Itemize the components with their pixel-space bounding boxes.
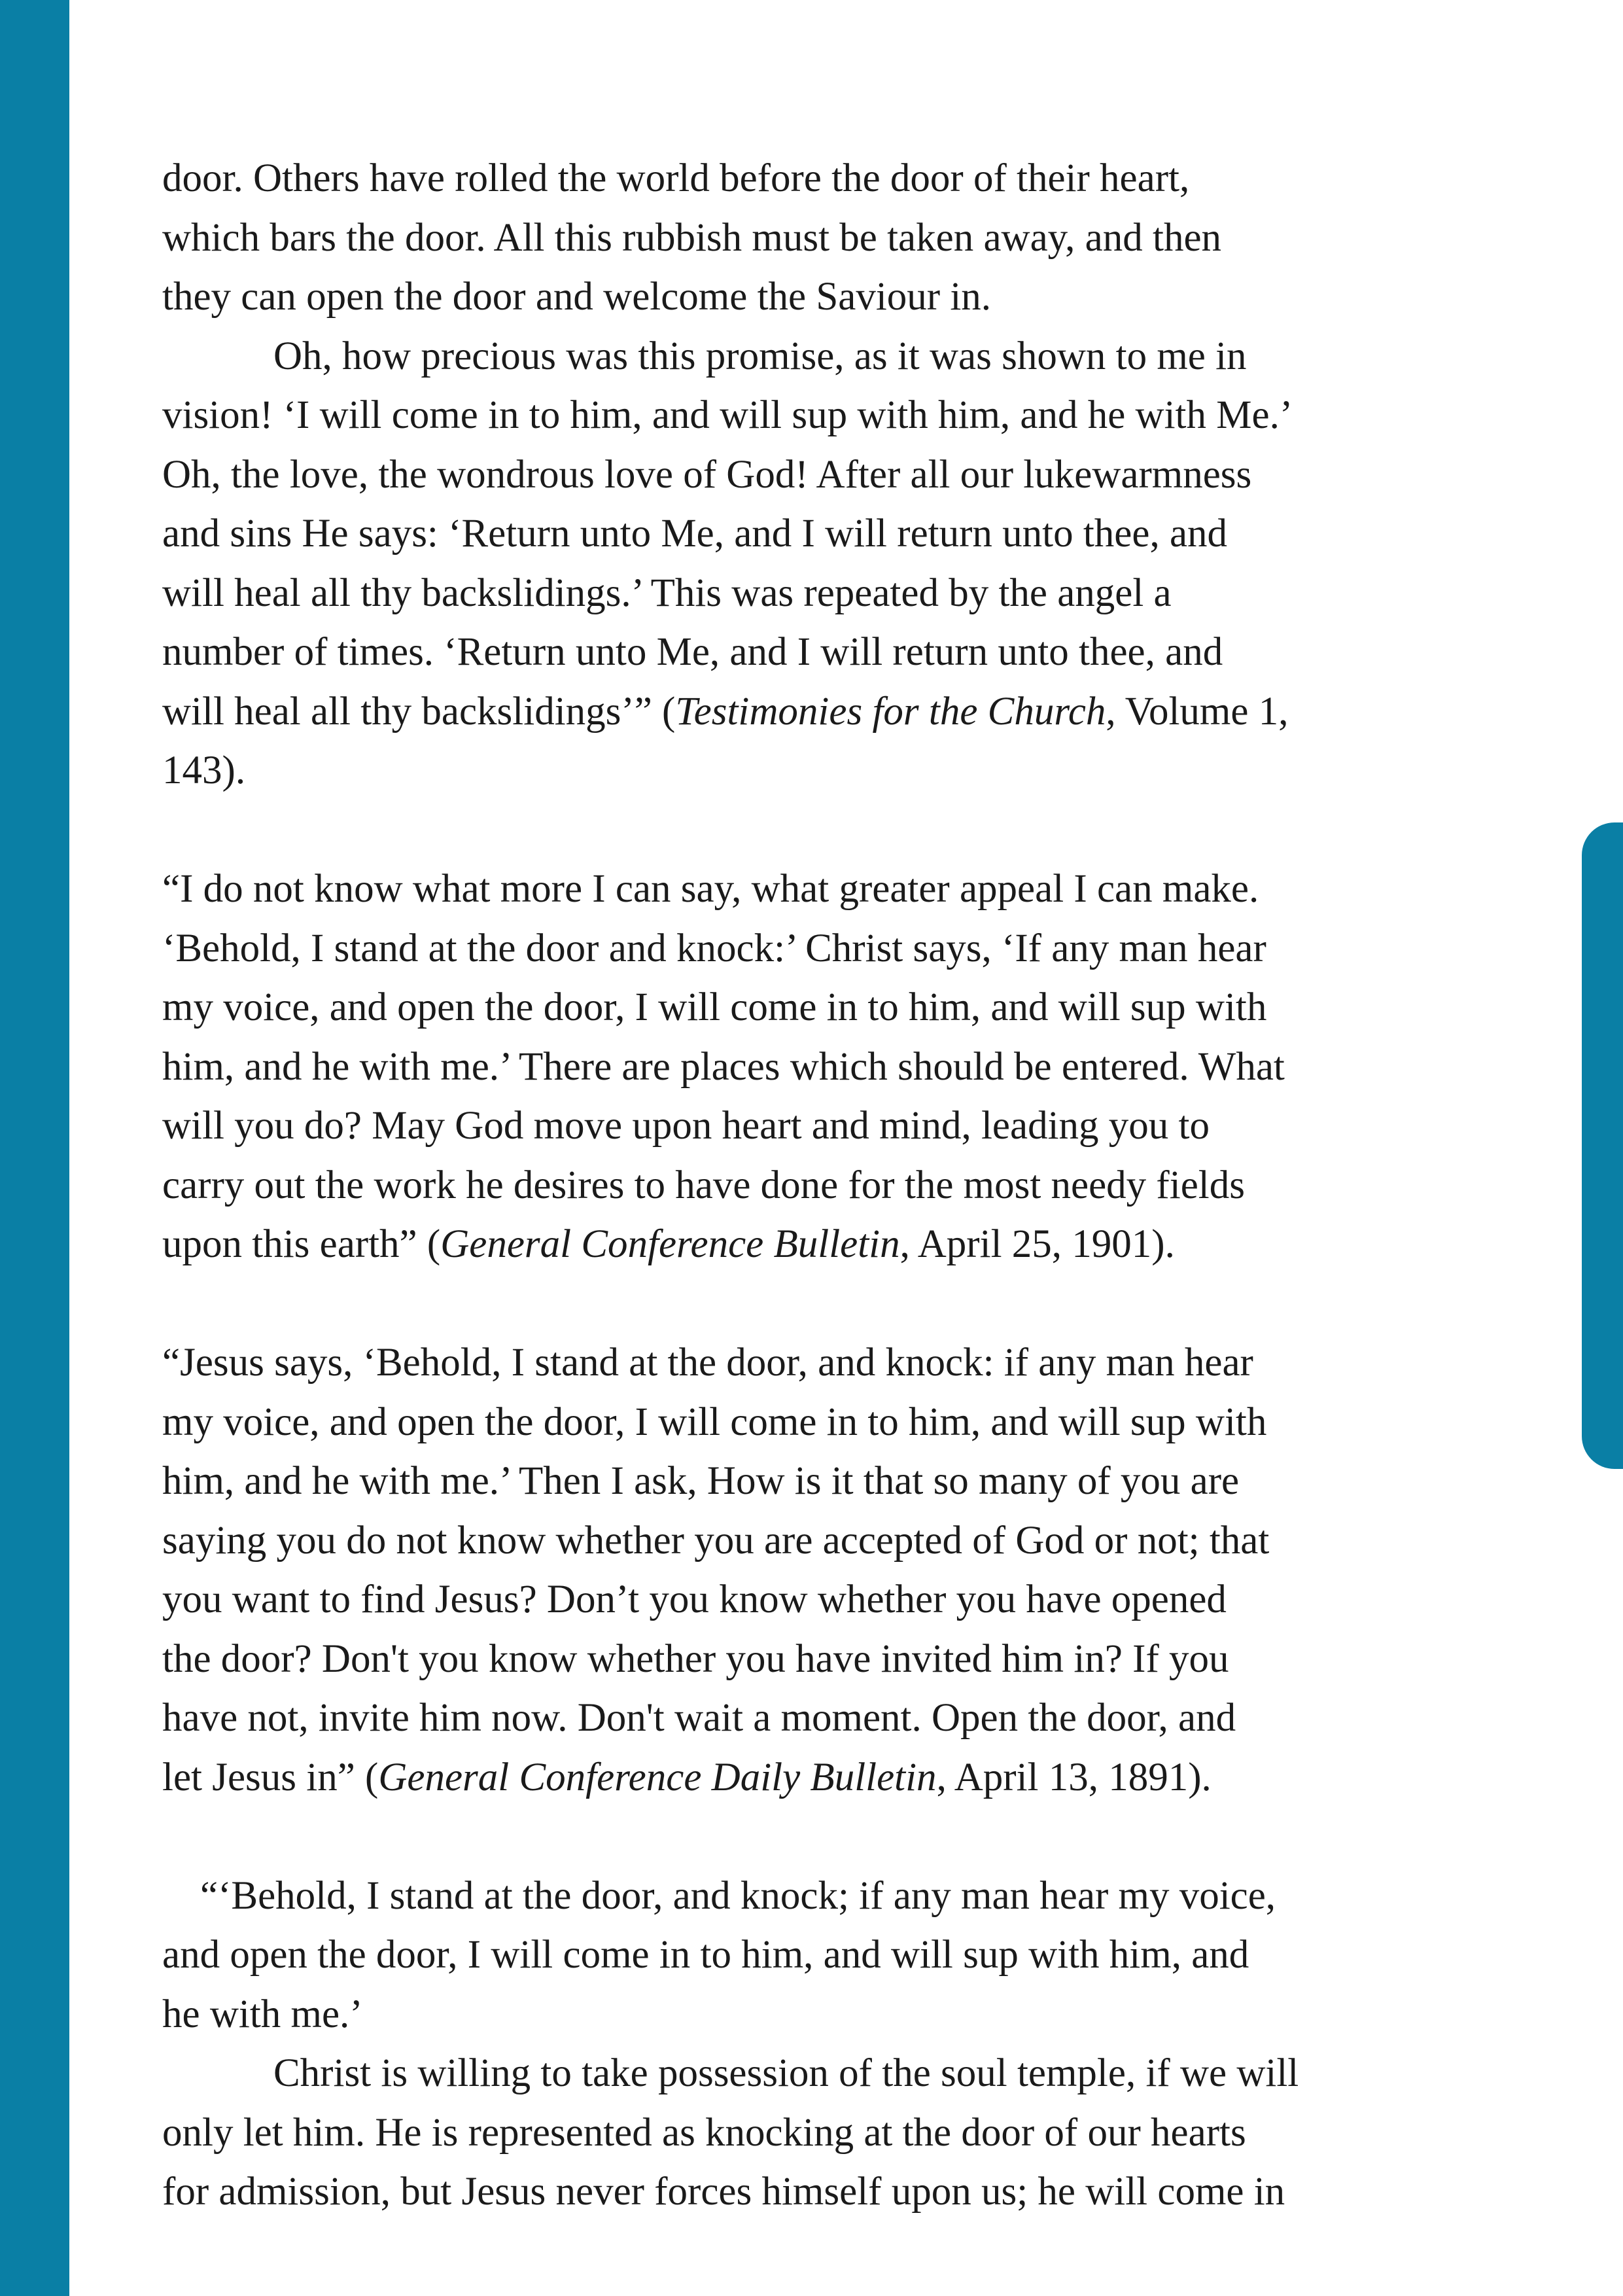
text-line [162, 1333, 1497, 1393]
paragraph [162, 860, 1497, 1275]
paragraph [162, 1867, 1497, 2045]
text-line [162, 1630, 1497, 1689]
text-line [162, 1748, 1497, 1808]
text-segment: my voice, and open the door, I will come in to him, and will sup with [162, 1400, 1267, 1444]
text-line [162, 1038, 1497, 1097]
paragraph [162, 2044, 1497, 2222]
text-segment: the door? Don't you know whether you have invited him in? If you [162, 1636, 1229, 1681]
text-segment: number of times. ‘Return unto Me, and I will return unto thee, and [162, 630, 1223, 674]
chapter-thumb-tab [1582, 822, 1623, 1469]
text-segment: will heal all thy backslidings’” ( [162, 689, 676, 733]
text-line [162, 1511, 1497, 1571]
text-line [162, 919, 1497, 979]
text-segment: him, and he with me.’ There are places which should be entered. What [162, 1044, 1285, 1089]
text-line [162, 1926, 1497, 1985]
text-segment: they can open the door and welcome the Saviour in. [162, 275, 992, 319]
text-line [162, 1215, 1497, 1275]
text-line [162, 2044, 1497, 2104]
citation-title: General Conference Bulletin [440, 1222, 900, 1266]
text-segment: “‘Behold, I stand at the door, and knock; if any man hear my voice, [200, 1873, 1276, 1918]
text-segment: and sins He says: ‘Return unto Me, and I will return unto thee, and [162, 512, 1228, 556]
text-line [162, 209, 1497, 268]
text-line [162, 2163, 1497, 2222]
paragraph [162, 327, 1497, 801]
text-segment: , Volume 1, [1106, 689, 1289, 733]
text-line [162, 564, 1497, 624]
text-segment: “I do not know what more I can say, what greater appeal I can make. [162, 867, 1259, 911]
text-segment: Oh, how precious was this promise, as it was shown to me in [273, 334, 1247, 378]
text-line [162, 2104, 1497, 2163]
text-segment: only let him. He is represented as knocking at the door of our hearts [162, 2110, 1246, 2155]
text-line [162, 268, 1497, 327]
text-line [162, 623, 1497, 682]
text-segment: ‘Behold, I stand at the door and knock:’ Christ says, ‘If any man hear [162, 926, 1266, 970]
paragraph [162, 149, 1497, 327]
text-line [162, 446, 1497, 505]
text-line [162, 1393, 1497, 1453]
paragraph-gap [162, 1275, 1497, 1334]
text-line [162, 682, 1497, 742]
text-segment: door. Others have rolled the world before the door of their heart, [162, 156, 1190, 200]
citation-title: General Conference Daily Bulletin [378, 1755, 937, 1799]
text-segment: will heal all thy backslidings.’ This was repeated by the angel a [162, 571, 1172, 615]
text-line [162, 1097, 1497, 1156]
text-segment: vision! ‘I will come in to him, and will sup with him, and he with Me.’ [162, 393, 1293, 437]
text-segment: which bars the door. All this rubbish must be taken away, and then [162, 215, 1222, 260]
text-segment: “Jesus says, ‘Behold, I stand at the door, and knock: if any man hear [162, 1341, 1253, 1385]
text-line [162, 149, 1497, 209]
text-line [162, 1985, 1497, 2045]
text-segment: 143). [162, 749, 246, 792]
text-segment: , April 25, 1901). [899, 1222, 1175, 1266]
paragraph-gap [162, 1807, 1497, 1867]
text-segment: carry out the work he desires to have done for the most needy fields [162, 1163, 1245, 1207]
citation-title: Testimonies for the Church [675, 689, 1106, 733]
text-segment: and open the door, I will come in to him, and will sup with him, and [162, 1933, 1249, 1977]
text-segment: you want to find Jesus? Don’t you know whether you have opened [162, 1578, 1227, 1621]
text-segment: have not, invite him now. Don't wait a moment. Open the door, and [162, 1696, 1236, 1740]
text-segment: saying you do not know whether you are accepted of God or not; that [162, 1518, 1270, 1563]
text-line [162, 860, 1497, 919]
text-line [162, 1689, 1497, 1748]
text-segment: upon this earth” ( [162, 1222, 441, 1266]
text-line [162, 741, 1497, 801]
text-line [162, 1867, 1497, 1926]
left-color-band [0, 0, 69, 2296]
text-segment: him, and he with me.’ Then I ask, How is it that so many of you are [162, 1459, 1240, 1503]
text-segment: Oh, the love, the wondrous love of God! After all our lukewarmness [162, 452, 1252, 497]
text-line [162, 327, 1497, 387]
text-segment: my voice, and open the door, I will come in to him, and will sup with [162, 985, 1267, 1029]
paragraph [162, 1333, 1497, 1807]
text-line [162, 978, 1497, 1038]
text-segment: Christ is willing to take possession of the soul temple, if we will [273, 2051, 1299, 2095]
paragraph-gap [162, 801, 1497, 860]
text-line [162, 386, 1497, 446]
text-segment: , April 13, 1891). [936, 1755, 1212, 1799]
text-line [162, 1570, 1497, 1630]
text-line [162, 504, 1497, 564]
text-segment: for admission, but Jesus never forces himself upon us; he will come in [162, 2170, 1285, 2214]
text-segment: he with me.’ [162, 1992, 363, 2036]
text-segment: will you do? May God move upon heart and mind, leading you to [162, 1104, 1210, 1148]
page-body-text [162, 149, 1497, 2222]
text-line [162, 1452, 1497, 1511]
text-line [162, 1156, 1497, 1216]
text-segment: let Jesus in” ( [162, 1755, 379, 1799]
